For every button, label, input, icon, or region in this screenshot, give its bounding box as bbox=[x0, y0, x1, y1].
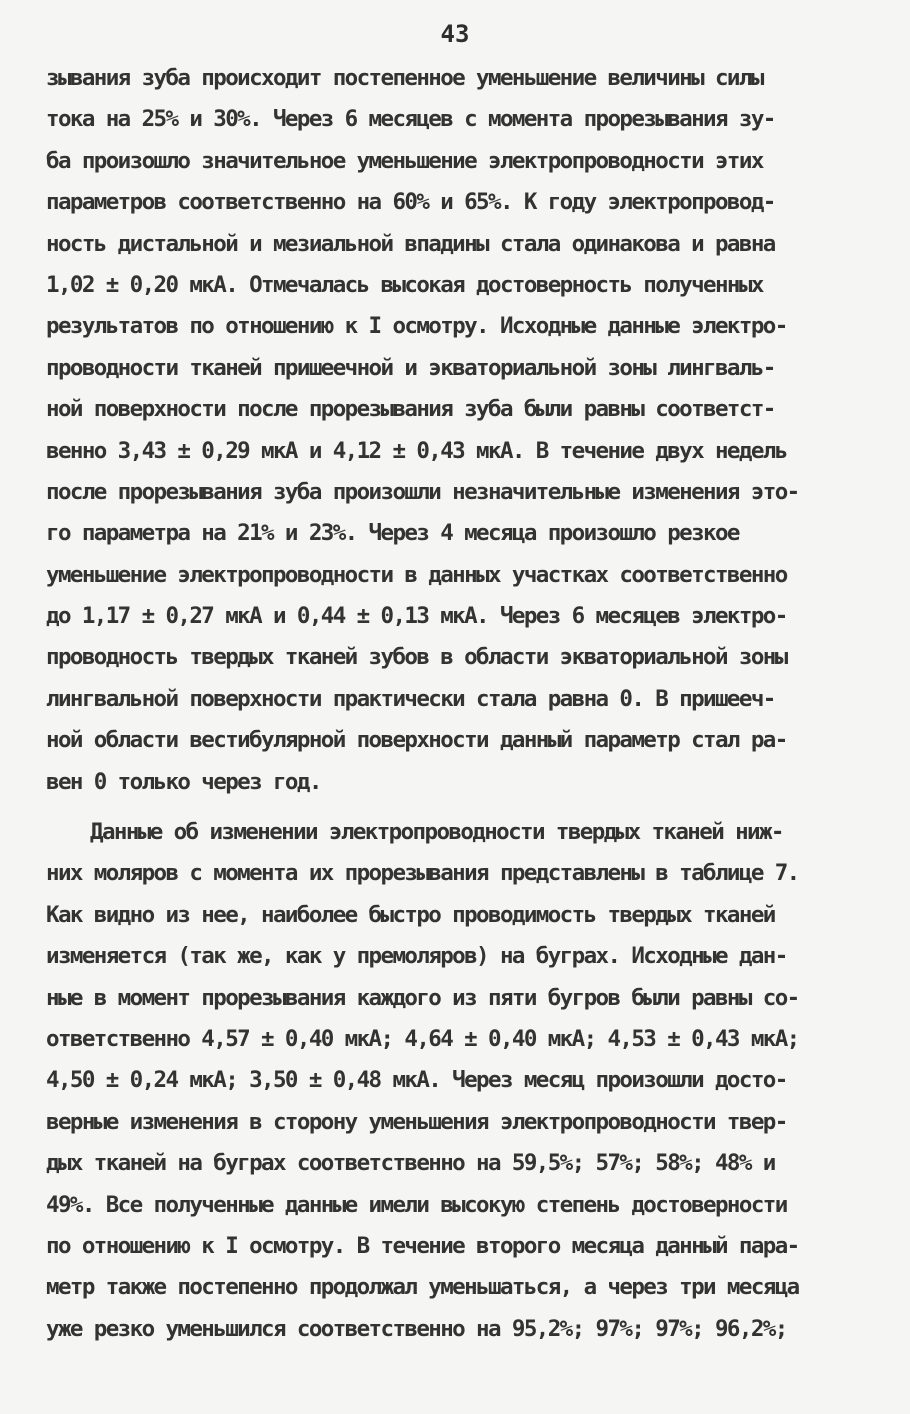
paragraph-2 bbox=[46, 812, 856, 1350]
text-line: тока на 25% и 30%. Через 6 месяцев с момента прорезывания зу- bbox=[46, 106, 775, 133]
text-line: ной области вестибулярной поверхности данный параметр стал ра- bbox=[46, 727, 787, 754]
text-line: результатов по отношению к I осмотру. Исходные данные электро- bbox=[46, 313, 787, 340]
text-line: 1,02 ± 0,20 мкА. Отмечалась высокая достоверность полученных bbox=[46, 271, 763, 298]
text-line: проводность твердых тканей зубов в области экваториальной зоны bbox=[46, 644, 787, 671]
text-line: 4,50 ± 0,24 мкА; 3,50 ± 0,48 мкА. Через месяц произошли досто- bbox=[46, 1067, 787, 1094]
text-line: верные изменения в сторону уменьшения электропроводности твер- bbox=[46, 1108, 787, 1135]
text-line: Данные об изменении электропроводности твердых тканей ниж- bbox=[90, 819, 783, 846]
paragraph-1 bbox=[46, 58, 856, 803]
text-line: до 1,17 ± 0,27 мкА и 0,44 ± 0,13 мкА. Через 6 месяцев электро- bbox=[46, 603, 787, 630]
text-line: дых тканей на буграх соответственно на 59,5%; 57%; 58%; 48% и bbox=[46, 1150, 775, 1177]
text-line: ответственно 4,57 ± 0,40 мкА; 4,64 ± 0,40 мкА; 4,53 ± 0,43 мкА; bbox=[46, 1025, 799, 1052]
text-line: ба произошло значительное уменьшение электропроводности этих bbox=[46, 147, 763, 174]
text-line: изменяется (так же, как у премоляров) на буграх. Исходные дан- bbox=[46, 943, 787, 970]
text-line: проводности тканей пришеечной и экваториальной зоны лингваль- bbox=[46, 354, 775, 381]
text-line: лингвальной поверхности практически стала равна 0. В пришееч- bbox=[46, 685, 775, 712]
text-line: Как видно из нее, наиболее быстро проводимость твердых тканей bbox=[46, 901, 775, 928]
text-line: зывания зуба происходит постепенное уменьшение величины силы bbox=[46, 65, 763, 91]
text-line: ность дистальной и мезиальной впадины стала одинакова и равна bbox=[46, 230, 775, 257]
text-line: параметров соответственно на 60% и 65%. К году электропровод- bbox=[46, 189, 775, 216]
body-text bbox=[46, 58, 856, 1350]
text-line: по отношению к I осмотру. В течение второго месяца данный пара- bbox=[46, 1232, 799, 1259]
text-line: ные в момент прорезывания каждого из пяти бугров были равны со- bbox=[46, 984, 799, 1011]
text-line: 49%. Все полученные данные имели высокую степень достоверности bbox=[46, 1191, 787, 1218]
text-line: уменьшение электропроводности в данных участках соответственно bbox=[46, 561, 787, 588]
text-line: венно 3,43 ± 0,29 мкА и 4,12 ± 0,43 мкА. В течение двух недель bbox=[46, 437, 787, 464]
text-line: метр также постепенно продолжал уменьшаться, а через три месяца bbox=[46, 1274, 799, 1301]
text-line: вен 0 только через год. bbox=[46, 768, 321, 795]
text-line: них моляров с момента их прорезывания представлены в таблице 7. bbox=[46, 860, 799, 887]
text-line: ной поверхности после прорезывания зуба были равны соответст- bbox=[46, 396, 775, 423]
text-line: уже резко уменьшился соответственно на 95,2%; 97%; 97%; 96,2%; bbox=[46, 1315, 787, 1342]
page-number: 43 bbox=[440, 20, 470, 48]
text-line: го параметра на 21% и 23%. Через 4 месяца произошло резкое bbox=[46, 520, 739, 547]
text-line: после прорезывания зуба произошли незначительные изменения это- bbox=[46, 478, 799, 505]
paragraph-spacer bbox=[46, 803, 856, 812]
